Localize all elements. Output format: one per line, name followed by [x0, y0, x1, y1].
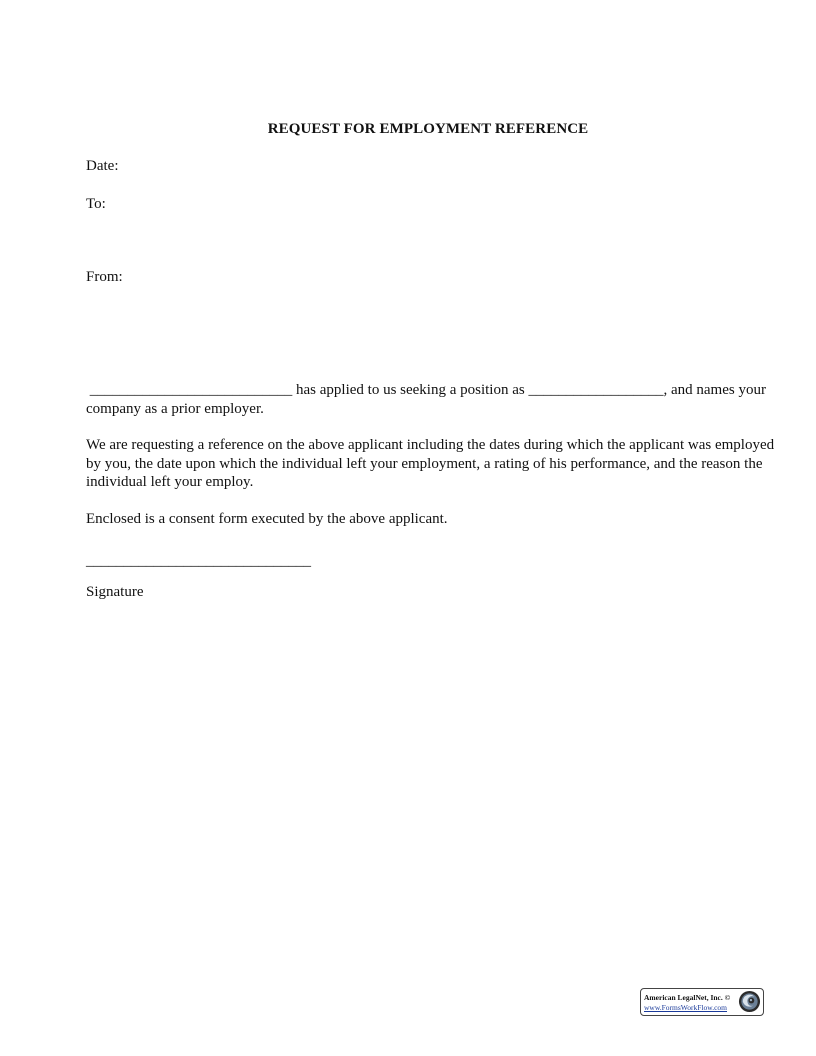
paragraph-enclosed-text: Enclosed is a consent form executed by the above applicant.: [86, 511, 448, 527]
position-blank: __________________: [528, 382, 664, 398]
date-label: Date:: [86, 158, 119, 174]
paragraph-enclosed: [86, 510, 776, 529]
paragraph-applicant: [86, 381, 776, 418]
badge-url-link[interactable]: www.FormsWorkFlow.com: [644, 1003, 728, 1012]
footer-badge: [640, 988, 764, 1016]
badge-company-name: American LegalNet, Inc. ©: [644, 993, 731, 1002]
globe-logo-icon: [738, 990, 761, 1013]
paragraph-applicant-text-b: , and names your company as a prior employer.: [86, 382, 766, 417]
document-title: REQUEST FOR EMPLOYMENT REFERENCE: [267, 121, 589, 137]
paragraph-applicant-text-a: has applied to us seeking a position as: [292, 382, 529, 398]
to-label: To:: [86, 196, 106, 212]
signature-line: ______________________________: [86, 553, 311, 569]
signature-label: Signature: [86, 584, 144, 600]
paragraph-request-text: We are requesting a reference on the above applicant including the dates during which the applicant was employed by you, the date upon which the individual left your employment, a rating of his performance, and the reason the individual left your employ.: [86, 437, 775, 490]
from-label: From:: [86, 269, 123, 285]
applicant-name-blank: ___________________________: [86, 382, 293, 398]
paragraph-request: [86, 436, 776, 492]
